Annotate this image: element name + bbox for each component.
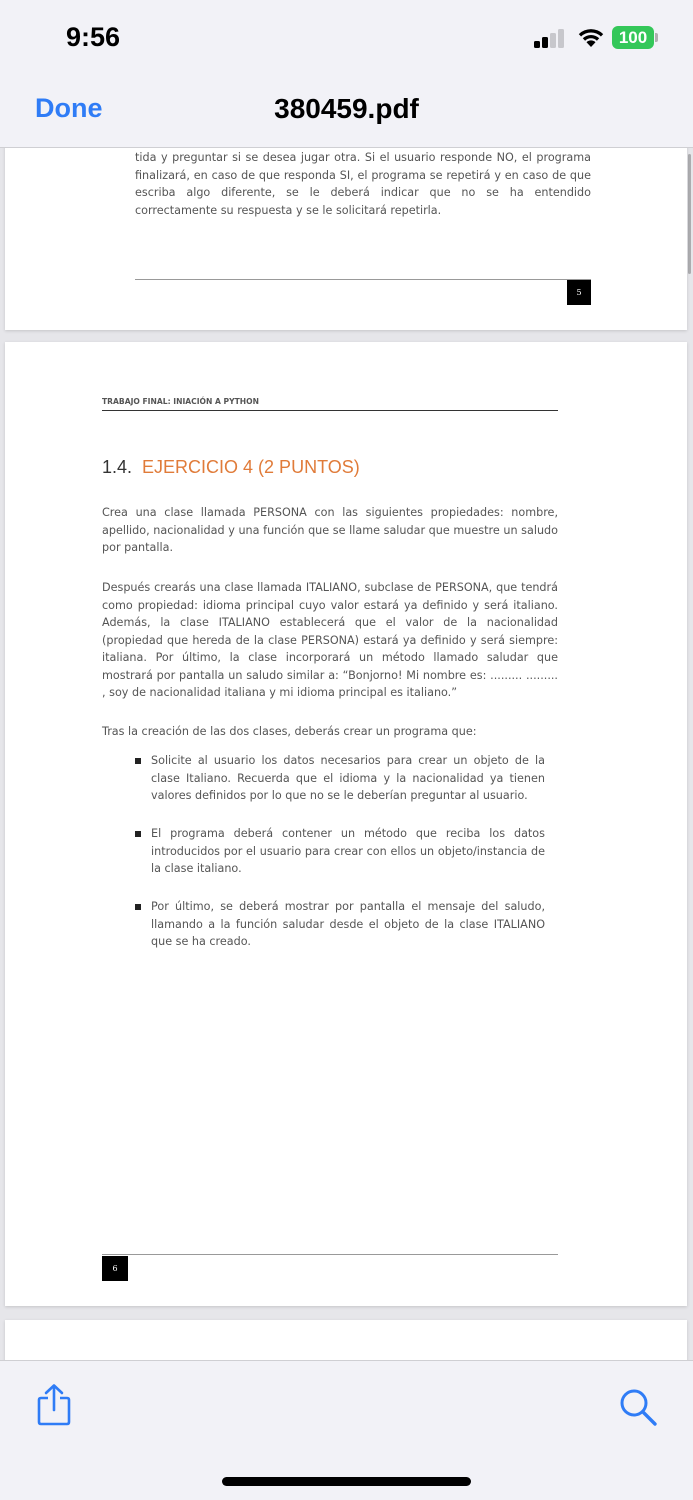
signal-icon	[534, 28, 566, 48]
status-time: 9:56	[66, 22, 121, 52]
bullet-marker	[135, 831, 141, 837]
list-item-text: Por último, se deberá mostrar por pantalla el mensaje del saludo, llamando a la función saludar desde el objeto de la clase ITALIANO que se ha creado.	[151, 900, 545, 948]
pdf-page-6	[5, 342, 687, 1306]
pdf-page-7	[5, 1320, 687, 1360]
battery-icon: 100	[612, 26, 654, 49]
scroll-indicator[interactable]	[688, 154, 691, 274]
list-item-text: El programa deberá contener un método que reciba los datos introducidos por el usuario para crear con ellos un objeto/instancia de la clase italiano.	[151, 827, 545, 875]
section-heading	[102, 457, 360, 478]
page-5-text: tida y preguntar si se desea jugar otra. Si el usuario responde NO, el programa finalizará, en caso de que responda SI, el programa se repetirá y en caso de que escriba algo diferente, se le deberá indicar que no se ha entendido correctamente su respuesta y se le solicitará repetirla.	[135, 151, 591, 217]
document-title: 380459.pdf	[274, 93, 419, 124]
done-button[interactable]: Done	[35, 93, 103, 123]
section-title: EJERCICIO 4 (2 PUNTOS)	[142, 457, 360, 477]
header-rule	[102, 410, 558, 411]
nav-bar	[0, 75, 693, 148]
battery-cap	[655, 33, 658, 42]
wifi-icon	[577, 26, 605, 48]
share-button[interactable]	[34, 1383, 74, 1427]
paragraph: Crea una clase llamada PERSONA con las siguientes propiedades: nombre, apellido, nacionalidad y una función que se llame saludar que muestre un saludo por pantalla.	[102, 506, 558, 554]
status-bar	[0, 0, 693, 75]
paragraph: Después crearás una clase llamada ITALIANO, subclase de PERSONA, que tendrá como propiedad: idioma principal cuyo valor estará ya definido y será italiano. Además, la clase ITALIANO establecerá que el valor de la nacionalidad (propiedad que hereda de la clase PERSONA) estará ya definido y será siempre: italiana. Por último, la clase incorporará un método llamado saludar que mostrará por pantalla un saludo similar a: “Bonjorno! Mi nombre es: ......... ......... , soy de nacionalidad italiana y mi idioma principal es italiano.”	[102, 581, 558, 699]
running-head: TRABAJO FINAL: INIACIÓN A PYTHON	[102, 397, 259, 406]
bottom-toolbar	[0, 1360, 693, 1500]
page-number: 6	[102, 1256, 128, 1281]
bullet-marker	[135, 904, 141, 910]
bullet-marker	[135, 758, 141, 764]
home-indicator[interactable]	[222, 1477, 471, 1486]
pdf-page-5	[5, 148, 687, 330]
list-item-text: Solicite al usuario los datos necesarios para crear un objeto de la clase Italiano. Recuerda que el idioma y la nacionalidad ya tienen valores definidos por lo que no se le deberían preguntar al usuario.	[151, 754, 545, 802]
paragraph: Tras la creación de las dos clases, deberás crear un programa que:	[102, 725, 477, 738]
page-number: 5	[567, 280, 591, 305]
footer-rule	[135, 279, 591, 280]
section-number: 1.4.	[102, 457, 133, 477]
footer-rule	[102, 1254, 558, 1255]
pdf-viewport[interactable]	[0, 148, 693, 1360]
search-icon	[618, 1387, 658, 1427]
share-icon	[34, 1383, 74, 1427]
search-button[interactable]	[618, 1387, 658, 1427]
